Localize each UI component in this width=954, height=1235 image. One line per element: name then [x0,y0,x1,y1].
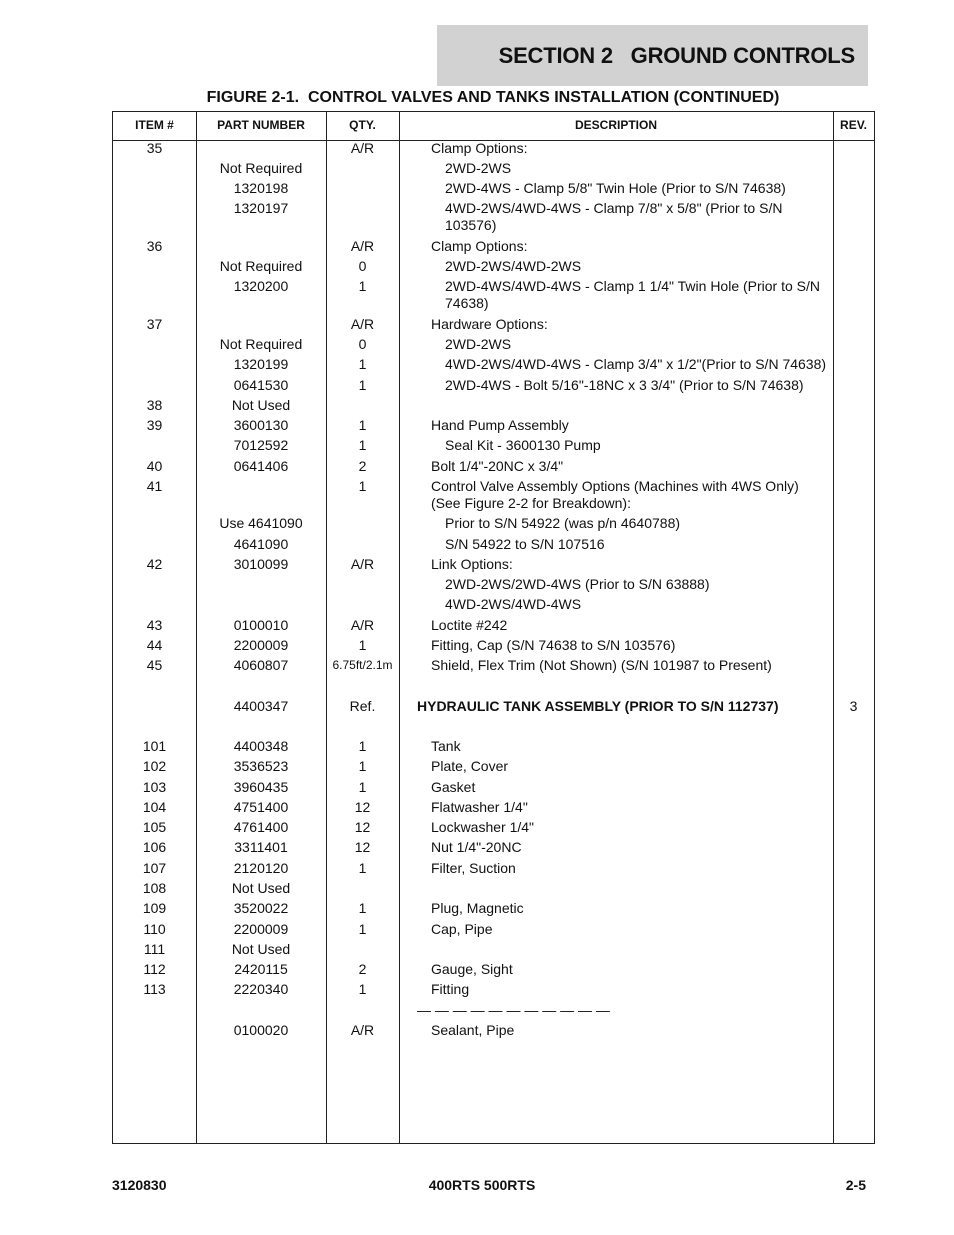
part-number-cell: 4761400 [233,819,289,835]
item-number-cell: 102 [142,758,167,774]
part-number-cell: 1320197 [233,200,289,216]
part-number-cell: 1320198 [233,180,289,196]
quantity-cell: 1 [358,278,367,294]
item-number-cell: 42 [146,556,163,572]
quantity-cell: 1 [358,356,367,372]
part-number-cell: 7012592 [233,437,289,453]
header-rev: REV. [840,118,867,132]
item-number-cell: 36 [146,238,163,254]
part-number-cell: Not Used [231,397,291,413]
item-number-cell: 41 [146,478,163,494]
item-number-cell: 107 [142,860,167,876]
description-cell: HYDRAULIC TANK ASSEMBLY (PRIOR TO S/N 112737) [417,698,779,714]
item-number-cell: 101 [142,738,167,754]
quantity-cell: A/R [350,316,375,332]
header-part-number: PART NUMBER [217,118,305,132]
description-cell: 2WD-2WS [445,336,512,352]
footer-page-number: 2-5 [845,1177,866,1193]
description-cell: 2WD-4WS - Bolt 5/16"-18NC x 3 3/4" (Prior to S/N 74638) [445,377,804,393]
description-cell: Shield, Flex Trim (Not Shown) (S/N 101987 to Present) [431,657,772,673]
quantity-cell: A/R [350,140,375,156]
part-number-cell: 4400347 [233,698,289,714]
part-number-cell: 3536523 [233,758,289,774]
quantity-cell: A/R [350,556,375,572]
description-cell: 4WD-2WS/4WD-4WS - Clamp 7/8" x 5/8" (Prior to S/N 103576) [445,200,783,233]
description-cell: Tank [431,738,461,754]
item-number-cell: 40 [146,458,163,474]
section-header [437,25,868,86]
item-number-cell: 45 [146,657,163,673]
description-cell: Plug, Magnetic [431,900,524,916]
quantity-cell: A/R [350,1022,375,1038]
quantity-cell: 1 [358,758,367,774]
description-cell: Lockwasher 1/4" [431,819,535,835]
quantity-cell: 1 [358,981,367,997]
part-number-cell: 1320199 [233,356,289,372]
quantity-cell: 1 [358,637,367,653]
quantity-cell: 12 [354,819,371,835]
figure-title: FIGURE 2-1. CONTROL VALVES AND TANKS INSTALLATION (CONTINUED) [206,89,780,106]
item-number-cell: 111 [143,941,166,957]
description-cell: Seal Kit - 3600130 Pump [445,437,601,453]
description-cell: Hand Pump Assembly [431,417,569,433]
description-cell: Control Valve Assembly Options (Machines with 4WS Only) (See Figure 2-2 for Breakdown): [431,478,799,511]
description-cell: 2WD-4WS/4WD-4WS - Clamp 1 1/4" Twin Hole (Prior to S/N 74638) [445,278,821,311]
part-number-cell: 2200009 [233,637,289,653]
part-number-cell: 2220340 [233,981,289,997]
table-body [113,140,874,1143]
description-cell: Clamp Options: [431,140,528,156]
part-number-cell: 3600130 [233,417,289,433]
item-number-cell: 38 [146,397,163,413]
description-cell: Loctite #242 [431,617,508,633]
part-number-cell: Not Used [231,880,291,896]
quantity-cell: 6.75ft/2.1m [332,658,393,672]
description-cell: 2WD-4WS - Clamp 5/8" Twin Hole (Prior to S/N 74638) [445,180,786,196]
header-item: ITEM # [135,118,174,132]
item-number-cell: 112 [143,961,166,977]
quantity-cell: Ref. [349,698,376,714]
item-number-cell: 103 [142,779,167,795]
description-cell: Prior to S/N 54922 (was p/n 4640788) [445,515,681,531]
header-qty: QTY. [349,118,376,132]
description-cell: Filter, Suction [431,860,516,876]
description-cell: Gauge, Sight [431,961,513,977]
footer-doc-number: 3120830 [112,1177,167,1193]
part-number-cell: 0641406 [233,458,289,474]
item-number-cell: 39 [146,417,163,433]
item-number-cell: 106 [142,839,167,855]
part-number-cell: 0641530 [233,377,289,393]
part-number-cell: 1320200 [233,278,289,294]
description-cell: Bolt 1/4"-20NC x 3/4" [431,458,564,474]
part-number-cell: 4751400 [233,799,289,815]
part-number-cell: 3520022 [233,900,289,916]
quantity-cell: 0 [358,258,367,274]
description-cell: 2WD-2WS/2WD-4WS (Prior to S/N 63888) [445,576,710,592]
item-number-cell: 113 [143,981,166,997]
item-number-cell: 109 [142,900,167,916]
description-cell: S/N 54922 to S/N 107516 [445,536,605,552]
quantity-cell: 1 [358,377,367,393]
part-number-cell: Not Used [231,941,291,957]
quantity-cell: 0 [358,336,367,352]
part-number-cell: 3010099 [233,556,289,572]
quantity-cell: 1 [358,860,367,876]
revision-cell: 3 [849,698,858,714]
parts-table [112,111,875,1144]
description-cell: Clamp Options: [431,238,528,254]
item-number-cell: 110 [143,921,166,937]
footer-model: 400RTS 500RTS [428,1177,536,1193]
part-number-cell: Not Required [219,160,303,176]
quantity-cell: 12 [354,839,371,855]
quantity-cell: 1 [358,921,367,937]
part-number-cell: Not Required [219,336,303,352]
description-cell: Link Options: [431,556,513,572]
description-cell: Cap, Pipe [431,921,493,937]
part-number-cell: 4641090 [233,536,289,552]
part-number-cell: 0100010 [233,617,289,633]
description-cell: 4WD-2WS/4WD-4WS [445,596,582,612]
quantity-cell: 1 [358,437,367,453]
description-cell: 2WD-2WS/4WD-2WS [445,258,582,274]
description-cell: Gasket [431,779,476,795]
item-number-cell: 44 [146,637,163,653]
part-number-cell: 2120120 [233,860,289,876]
quantity-cell: 1 [358,779,367,795]
section-title: SECTION 2 GROUND CONTROLS [498,42,855,68]
quantity-cell: 1 [358,738,367,754]
part-number-cell: 4400348 [233,738,289,754]
description-cell: Flatwasher 1/4" [431,799,528,815]
part-number-cell: 2420115 [234,961,288,977]
quantity-cell: 1 [358,900,367,916]
item-number-cell: 35 [146,140,163,156]
description-cell: Fitting [431,981,470,997]
item-number-cell: 43 [146,617,163,633]
header-description: DESCRIPTION [574,118,657,132]
description-cell: Plate, Cover [431,758,509,774]
table-header-row [113,112,874,141]
quantity-cell: 2 [358,458,367,474]
item-number-cell: 37 [146,316,163,332]
description-cell: Fitting, Cap (S/N 74638 to S/N 103576) [431,637,676,653]
part-number-cell: 3960435 [233,779,289,795]
description-cell: — — — — — — — — — — — [417,1002,610,1018]
item-number-cell: 105 [142,819,167,835]
part-number-cell: 2200009 [233,921,289,937]
quantity-cell: 1 [358,417,367,433]
part-number-cell: 3311401 [234,839,288,855]
quantity-cell: A/R [350,238,375,254]
part-number-cell: Not Required [219,258,303,274]
item-number-cell: 108 [142,880,167,896]
description-cell: Nut 1/4"-20NC [431,839,522,855]
description-cell: 2WD-2WS [445,160,512,176]
quantity-cell: A/R [350,617,375,633]
quantity-cell: 2 [358,961,367,977]
part-number-cell: 4060807 [233,657,289,673]
quantity-cell: 12 [354,799,371,815]
description-cell: 4WD-2WS/4WD-4WS - Clamp 3/4" x 1/2"(Prior to S/N 74638) [445,356,827,372]
description-cell: Hardware Options: [431,316,548,332]
part-number-cell: 0100020 [233,1022,289,1038]
item-number-cell: 104 [142,799,167,815]
quantity-cell: 1 [358,478,367,494]
part-number-cell: Use 4641090 [219,515,303,531]
description-cell: Sealant, Pipe [431,1022,515,1038]
